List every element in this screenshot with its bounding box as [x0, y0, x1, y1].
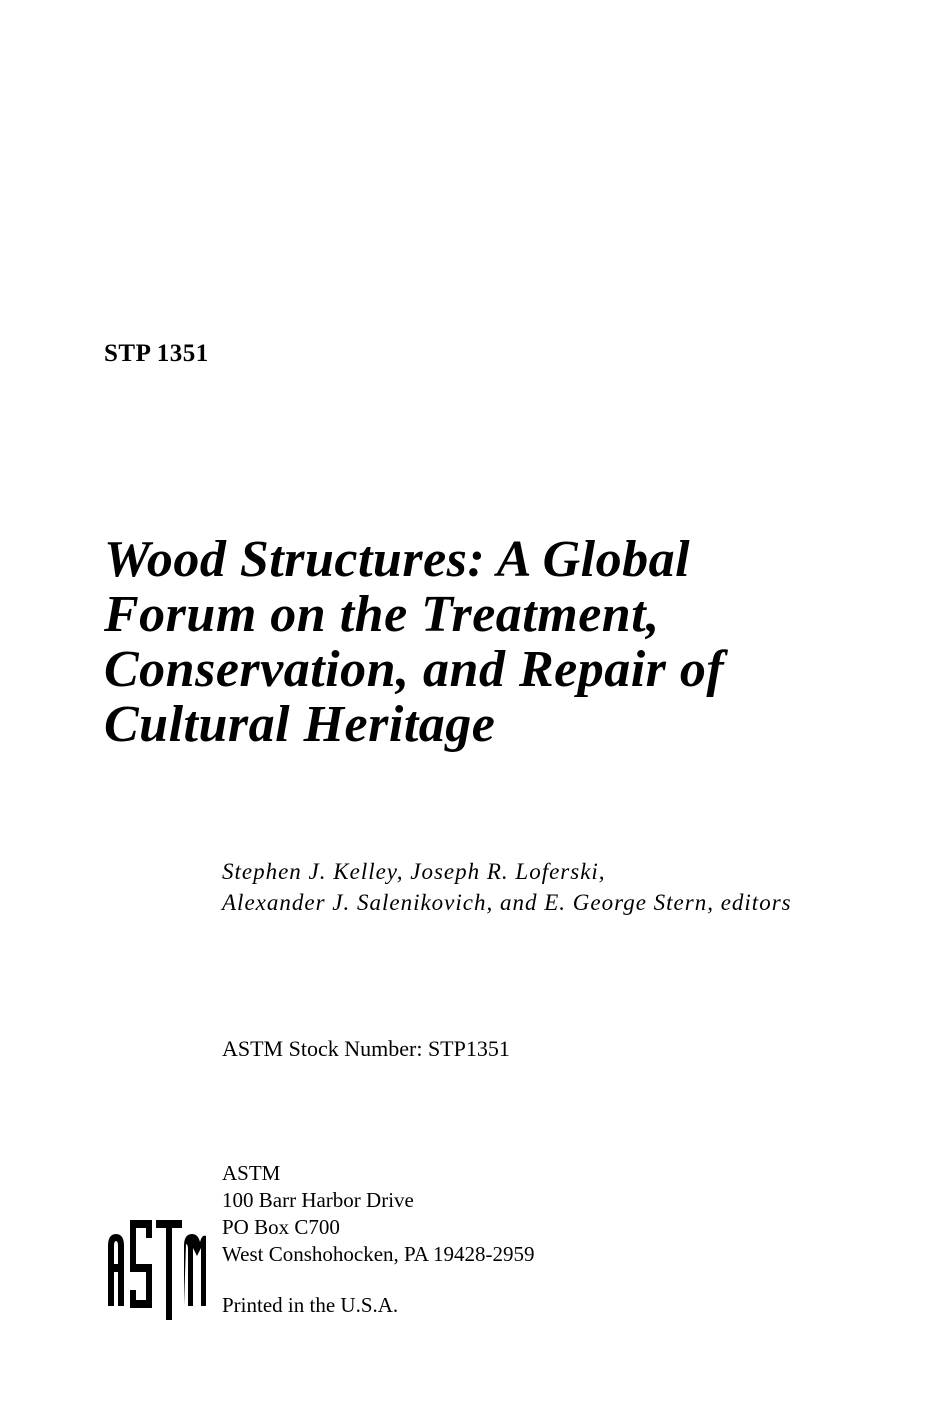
stock-number: ASTM Stock Number: STP1351 [222, 1036, 510, 1061]
editors [222, 856, 922, 918]
title-line: Wood Structures: A Global [104, 531, 691, 588]
publisher-address [222, 1160, 535, 1268]
publisher-name: ASTM [222, 1161, 281, 1185]
editors-line: Alexander J. Salenikovich, and E. George Stern, editors [222, 890, 792, 915]
title-line: Conservation, and Repair of [104, 641, 725, 698]
editors-line: Stephen J. Kelley, Joseph R. Loferski, [222, 859, 606, 884]
series-number: STP 1351 [104, 340, 209, 367]
address-line: PO Box C700 [222, 1215, 340, 1239]
address-line: West Conshohocken, PA 19428-2959 [222, 1242, 535, 1266]
astm-logo-icon [106, 1216, 208, 1324]
address-line: 100 Barr Harbor Drive [222, 1188, 414, 1212]
title-line: Cultural Heritage [104, 696, 496, 753]
title-line: Forum on the Treatment, [104, 586, 660, 643]
book-title [104, 532, 904, 752]
printed-in: Printed in the U.S.A. [222, 1293, 399, 1317]
